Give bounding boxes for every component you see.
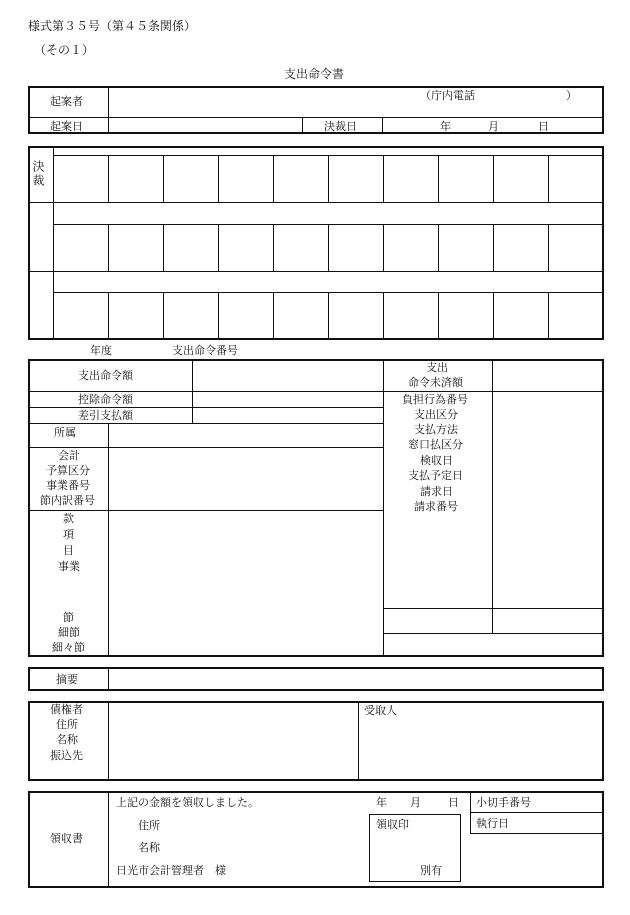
deduction-label: 控除命令額 — [78, 393, 133, 406]
check-number-label: 小切手番号 — [476, 796, 531, 809]
budget-label-account: 会計 — [58, 449, 80, 462]
approval-cell-divider — [108, 224, 109, 271]
approval-cell-divider — [548, 155, 549, 202]
approval-cell-divider — [163, 292, 164, 340]
budget-label-breakdown: 節内訳番号 — [40, 494, 95, 507]
approval-cell-divider — [548, 292, 549, 340]
approval-cell-divider — [493, 292, 494, 340]
decision-year: 年 — [440, 120, 451, 133]
phone-close: ） — [566, 89, 577, 102]
approval-cell-divider — [108, 292, 109, 340]
account-label-project: 事業 — [58, 560, 80, 573]
approval-cell-divider — [383, 155, 384, 202]
amount-label: 支出命令額 — [78, 369, 133, 382]
receipt-month: 月 — [410, 796, 421, 809]
net-payment-label: 差引支払額 — [78, 409, 133, 422]
right-label-payment-method: 支払方法 — [414, 423, 458, 436]
seal-label: 領収印 — [376, 818, 409, 831]
unpaid-label-2: 命令未済額 — [408, 376, 463, 389]
approval-cell-divider — [438, 224, 439, 271]
receipt-label: 領収書 — [50, 832, 83, 845]
execution-date-label: 執行日 — [476, 817, 509, 830]
separate-label: 別有 — [420, 864, 442, 877]
approval-cell-divider — [548, 224, 549, 271]
approval-cell-divider — [218, 292, 219, 340]
department-label: 所属 — [54, 426, 76, 439]
receipt-name-label: 名称 — [138, 841, 160, 854]
approval-cell-divider — [383, 224, 384, 271]
approval-cell-divider — [438, 155, 439, 202]
creditor-table — [28, 701, 604, 781]
approval-cell-divider — [108, 155, 109, 202]
approval-cell-divider — [438, 292, 439, 340]
approval-cell-divider — [218, 224, 219, 271]
right-label-scheduled: 支払予定日 — [408, 469, 463, 482]
right-label-inspection: 検収日 — [420, 454, 453, 467]
approval-cell-divider — [273, 224, 274, 271]
right-label-commitment: 負担行為番号 — [402, 393, 468, 406]
draft-date-label: 起案日 — [50, 120, 83, 133]
summary-row — [28, 667, 604, 691]
phone-label: （庁内電話 — [420, 89, 475, 102]
summary-label: 摘要 — [56, 673, 78, 686]
section-label-saisetsu: 細節 — [58, 626, 80, 639]
receipt-year: 年 — [376, 796, 387, 809]
approval-grid — [28, 146, 604, 340]
approval-cell-divider — [328, 155, 329, 202]
unpaid-label-1: 支出 — [426, 361, 448, 374]
approval-cell-divider — [273, 292, 274, 340]
approval-cell-divider — [218, 155, 219, 202]
drafter-table — [28, 86, 604, 134]
fiscal-year-label: 年度 — [90, 344, 112, 357]
budget-label-category: 予算区分 — [46, 464, 90, 477]
decision-date-label: 決裁日 — [324, 120, 357, 133]
account-label-moku: 目 — [63, 544, 74, 557]
form-title: 支出命令書 — [284, 67, 345, 81]
recipient-label: 受取人 — [364, 704, 397, 717]
approval-cell-divider — [383, 292, 384, 340]
receipt-address-label: 住所 — [138, 819, 160, 832]
form-number: 様式第３５号（第４５条関係） — [28, 19, 197, 33]
creditor-transfer-label: 振込先 — [50, 749, 83, 762]
approval-cell-divider — [493, 224, 494, 271]
creditor-label: 債権者 — [50, 703, 83, 716]
approval-cell-divider — [273, 155, 274, 202]
section-label-setsu: 節 — [63, 611, 74, 624]
decision-day: 日 — [538, 120, 549, 133]
right-label-counter: 窓口払区分 — [408, 438, 463, 451]
approval-cell-divider — [163, 224, 164, 271]
approval-cell-divider — [493, 155, 494, 202]
budget-label-project: 事業番号 — [46, 479, 90, 492]
account-label-kan: 款 — [63, 512, 74, 525]
approval-cell-divider — [328, 224, 329, 271]
form-part: （その１） — [34, 43, 95, 57]
right-label-expense-type: 支出区分 — [414, 408, 458, 421]
approval-cell-divider — [163, 155, 164, 202]
receipt-day: 日 — [448, 796, 459, 809]
section-label-saisaisetsu: 細々節 — [52, 641, 85, 654]
receipt-statement: 上記の金額を領収しました。 — [116, 796, 259, 809]
drafter-label: 起案者 — [50, 95, 83, 108]
receipt-addressee: 日光市会計管理者 様 — [116, 864, 226, 877]
order-number-label: 支出命令番号 — [172, 344, 238, 357]
approval-cell-divider — [328, 292, 329, 340]
creditor-name-label: 名称 — [56, 733, 78, 746]
creditor-address-label: 住所 — [56, 718, 78, 731]
approval-label: 決裁 — [31, 160, 45, 188]
account-label-kou: 項 — [63, 528, 74, 541]
decision-month: 月 — [488, 120, 499, 133]
right-label-claim-number: 請求番号 — [414, 500, 458, 513]
right-label-claim-date: 請求日 — [420, 485, 453, 498]
